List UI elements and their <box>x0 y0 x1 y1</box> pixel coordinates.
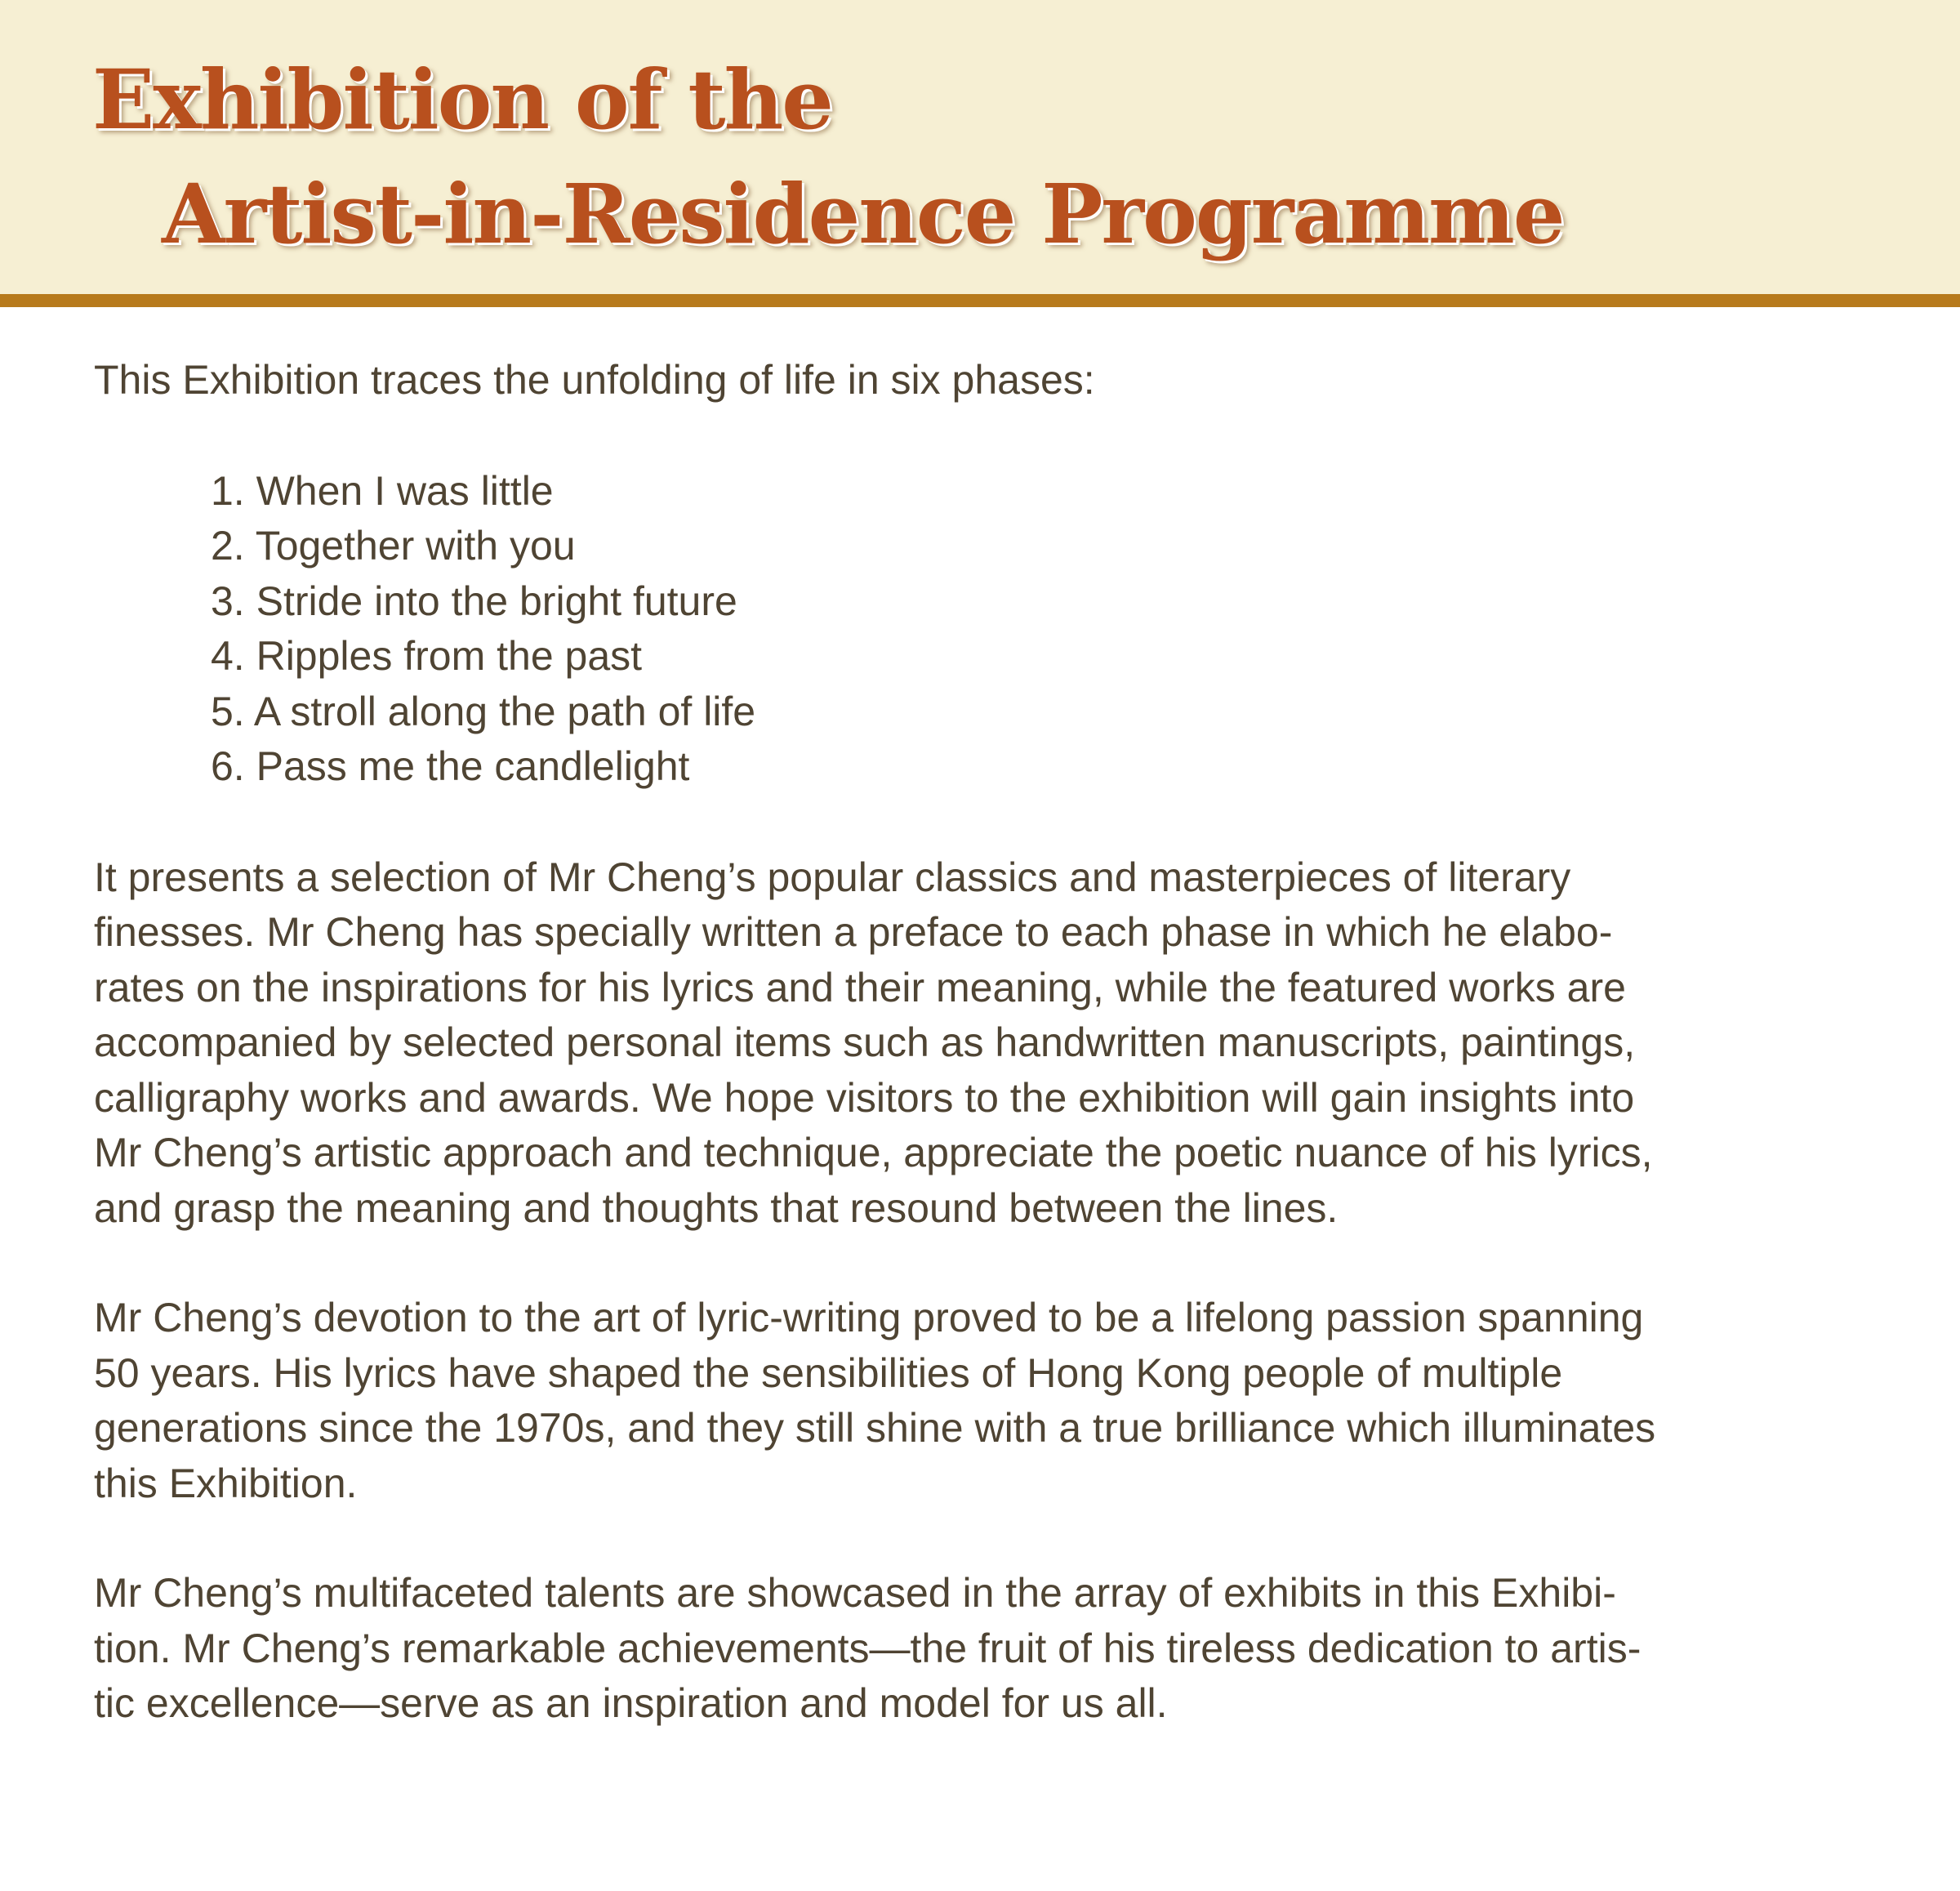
paragraph-talents <box>94 1566 1874 1732</box>
paragraph-devotion <box>94 1291 1874 1511</box>
text-line: Mr Cheng’s multifaceted talents are showcased in the array of exhibits in this Exhibi- <box>94 1570 1616 1616</box>
text-line: and grasp the meaning and thoughts that resound between the lines. <box>94 1184 1339 1231</box>
page-title <box>92 42 1563 271</box>
phase-item-1: 1. When I was little <box>211 467 554 514</box>
text-line: tion. Mr Cheng’s remarkable achievements—the fruit of his tireless dedication to artis- <box>94 1625 1642 1671</box>
text-line: calligraphy works and awards. We hope visitors to the exhibition will gain insights into <box>94 1074 1635 1121</box>
phase-item-4: 4. Ripples from the past <box>211 633 643 679</box>
intro-text: This Exhibition traces the unfolding of life in six phases: <box>94 357 1095 403</box>
text-line: Mr Cheng’s artistic approach and technique, appreciate the poetic nuance of his lyrics, <box>94 1130 1653 1175</box>
main-content <box>94 353 1874 1786</box>
text-line: finesses. Mr Cheng has specially written a preface to each phase in which he elabo- <box>94 909 1613 955</box>
text-line: rates on the inspirations for his lyrics and their meaning, while the featured works are <box>94 964 1626 1010</box>
title-line-2: Artist-in-Residence Programme <box>162 166 1564 262</box>
text-line: tic excellence—serve as an inspiration and model for us all. <box>94 1680 1168 1726</box>
text-line: Mr Cheng’s devotion to the art of lyric-writing proved to be a lifelong passion spanning <box>94 1295 1644 1340</box>
phase-item-6: 6. Pass me the candlelight <box>211 743 690 789</box>
phase-item-3: 3. Stride into the bright future <box>211 578 737 624</box>
phase-item-5: 5. A stroll along the path of life <box>211 688 756 734</box>
text-line: It presents a selection of Mr Cheng’s popular classics and masterpieces of literary <box>94 854 1571 900</box>
title-banner <box>0 0 1960 294</box>
phase-list <box>94 464 1874 795</box>
text-line: accompanied by selected personal items such as handwritten manuscripts, paintings, <box>94 1019 1636 1065</box>
paragraph-selection <box>94 850 1874 1237</box>
phase-item-2: 2. Together with you <box>211 523 576 569</box>
text-line: this Exhibition. <box>94 1460 358 1506</box>
header-divider <box>0 294 1960 307</box>
text-line: 50 years. His lyrics have shaped the sensibilities of Hong Kong people of multiple <box>94 1349 1563 1396</box>
text-line: generations since the 1970s, and they still shine with a true brilliance which illuminates <box>94 1405 1656 1451</box>
title-line-1: Exhibition of the <box>92 51 832 148</box>
